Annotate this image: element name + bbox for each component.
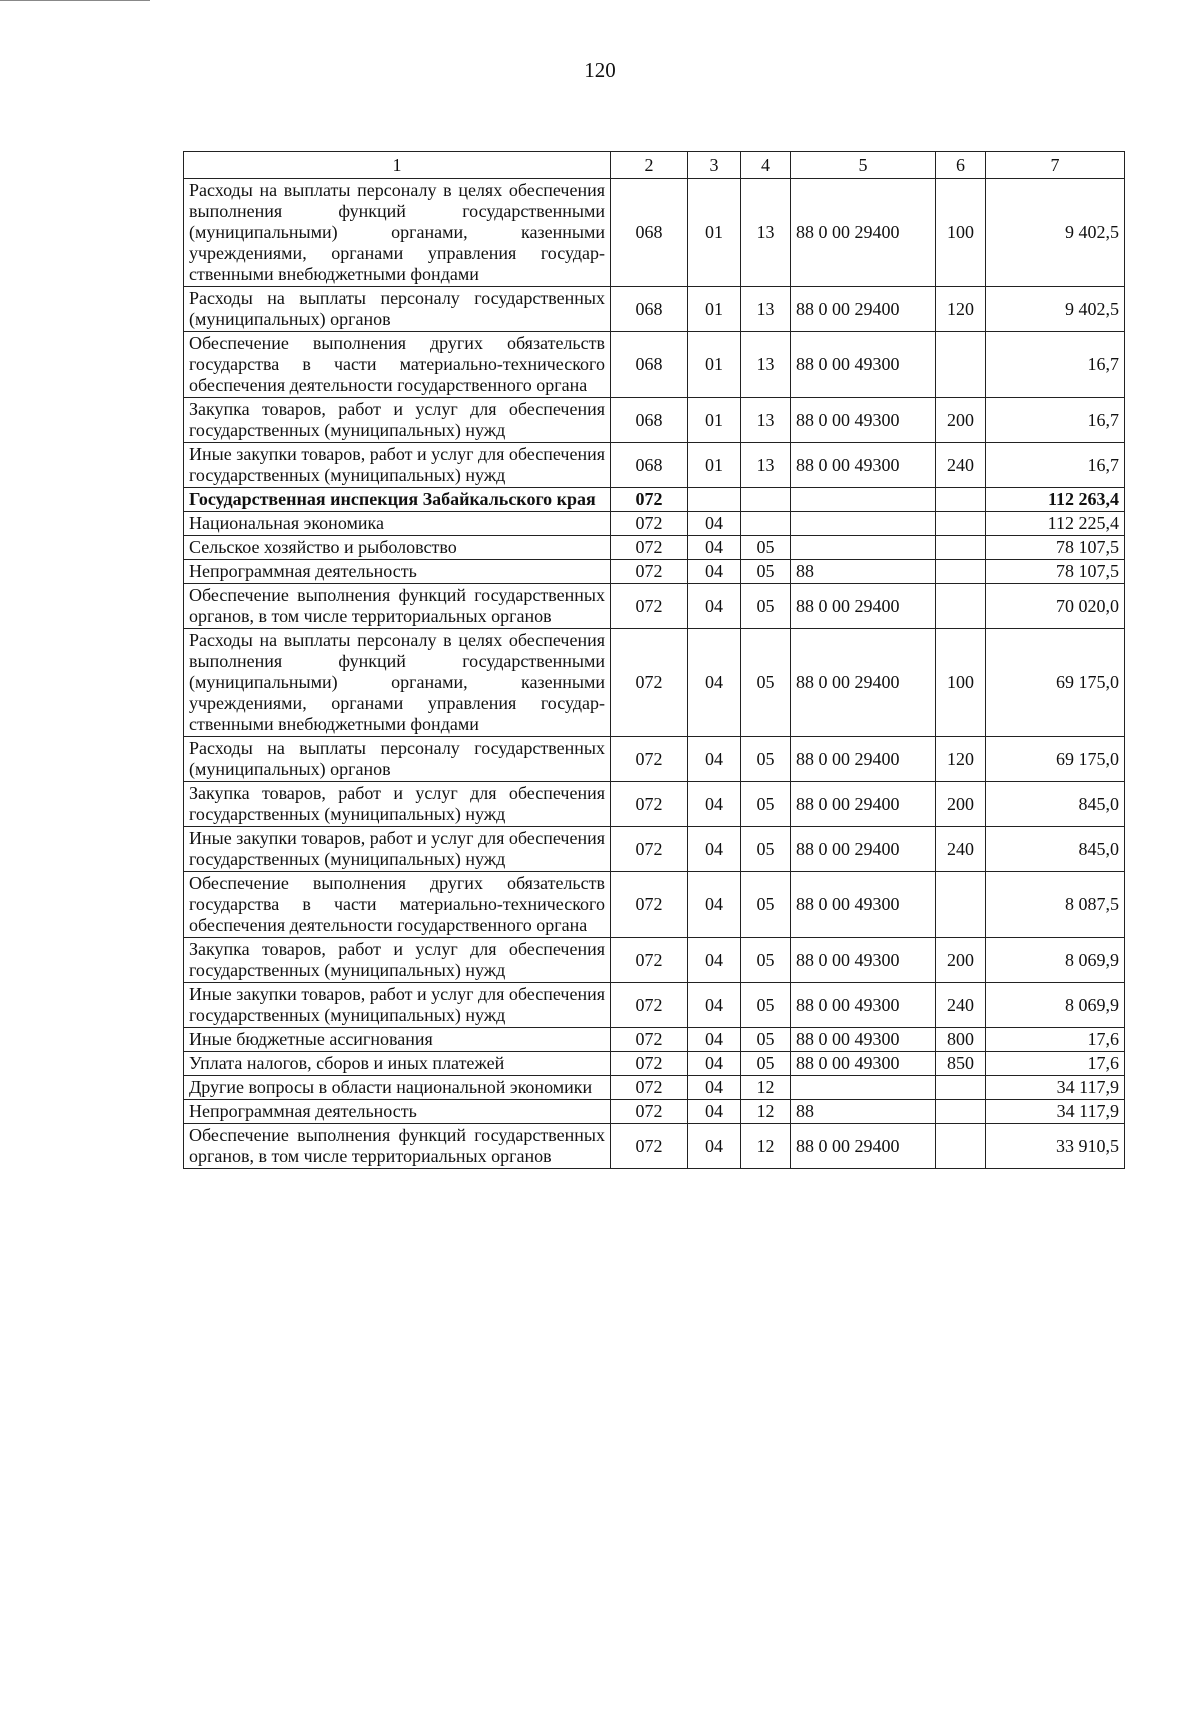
row-name-cell: Обеспечение выполнения других обязательств государства в части материально-технического обеспечения деятельности государственного органа bbox=[184, 332, 611, 398]
budget-table bbox=[183, 151, 1125, 1169]
table-row bbox=[184, 938, 1125, 983]
row-name-cell: Иные закупки товаров, работ и услуг для обеспечения государственных (муниципальных) нужд bbox=[184, 827, 611, 872]
row-rz-cell bbox=[688, 488, 741, 512]
row-rz-cell: 04 bbox=[688, 938, 741, 983]
row-vr-cell: 200 bbox=[936, 398, 986, 443]
row-pr-cell: 05 bbox=[741, 827, 791, 872]
row-sum-cell: 845,0 bbox=[986, 827, 1125, 872]
row-csr-cell: 88 0 00 29400 bbox=[791, 782, 936, 827]
table-row bbox=[184, 1124, 1125, 1169]
table-row bbox=[184, 512, 1125, 536]
row-ved-cell: 072 bbox=[611, 983, 688, 1028]
row-name-cell: Иные закупки товаров, работ и услуг для обеспечения государственных (муниципальных) нужд bbox=[184, 443, 611, 488]
row-vr-cell bbox=[936, 512, 986, 536]
row-name-cell: Закупка товаров, работ и услуг для обеспечения государственных (муниципальных) нужд bbox=[184, 398, 611, 443]
table-row bbox=[184, 872, 1125, 938]
row-rz-cell: 04 bbox=[688, 1124, 741, 1169]
row-sum-cell: 112 225,4 bbox=[986, 512, 1125, 536]
row-pr-cell bbox=[741, 512, 791, 536]
row-rz-cell: 04 bbox=[688, 983, 741, 1028]
row-rz-cell: 04 bbox=[688, 629, 741, 737]
row-csr-cell: 88 0 00 29400 bbox=[791, 737, 936, 782]
row-name-cell: Обеспечение выполнения функций государственных органов, в том числе территориальных органов bbox=[184, 1124, 611, 1169]
row-pr-cell: 12 bbox=[741, 1100, 791, 1124]
row-csr-cell bbox=[791, 512, 936, 536]
row-sum-cell: 78 107,5 bbox=[986, 560, 1125, 584]
table-row bbox=[184, 827, 1125, 872]
header-cell-7: 7 bbox=[986, 152, 1125, 179]
row-csr-cell: 88 0 00 29400 bbox=[791, 179, 936, 287]
row-rz-cell: 04 bbox=[688, 1052, 741, 1076]
header-cell-5: 5 bbox=[791, 152, 936, 179]
row-ved-cell: 072 bbox=[611, 1052, 688, 1076]
row-csr-cell: 88 0 00 49300 bbox=[791, 398, 936, 443]
row-pr-cell: 13 bbox=[741, 179, 791, 287]
row-pr-cell: 05 bbox=[741, 737, 791, 782]
header-row bbox=[184, 152, 1125, 179]
row-name-cell: Закупка товаров, работ и услуг для обеспечения государственных (муниципальных) нужд bbox=[184, 782, 611, 827]
row-vr-cell: 240 bbox=[936, 443, 986, 488]
table-row bbox=[184, 560, 1125, 584]
row-name-cell: Национальная экономика bbox=[184, 512, 611, 536]
row-ved-cell: 068 bbox=[611, 179, 688, 287]
table-body bbox=[184, 179, 1125, 1169]
row-rz-cell: 04 bbox=[688, 1100, 741, 1124]
row-name-cell: Иные бюджетные ассигнования bbox=[184, 1028, 611, 1052]
row-ved-cell: 072 bbox=[611, 1076, 688, 1100]
row-csr-cell: 88 bbox=[791, 560, 936, 584]
row-name-cell: Уплата налогов, сборов и иных платежей bbox=[184, 1052, 611, 1076]
row-csr-cell: 88 0 00 29400 bbox=[791, 827, 936, 872]
row-vr-cell: 200 bbox=[936, 782, 986, 827]
row-sum-cell: 16,7 bbox=[986, 443, 1125, 488]
table-row bbox=[184, 983, 1125, 1028]
row-pr-cell: 05 bbox=[741, 872, 791, 938]
row-ved-cell: 072 bbox=[611, 584, 688, 629]
row-csr-cell: 88 0 00 49300 bbox=[791, 1052, 936, 1076]
row-pr-cell: 05 bbox=[741, 782, 791, 827]
row-ved-cell: 072 bbox=[611, 1124, 688, 1169]
row-vr-cell: 100 bbox=[936, 179, 986, 287]
row-name-cell: Расходы на выплаты персоналу государственных (муниципальных) органов bbox=[184, 737, 611, 782]
row-name-cell: Обеспечение выполнения других обязательств государства в части материально-технического обеспечения деятельности государственного органа bbox=[184, 872, 611, 938]
row-pr-cell: 05 bbox=[741, 584, 791, 629]
table-row bbox=[184, 629, 1125, 737]
row-ved-cell: 072 bbox=[611, 560, 688, 584]
table-row bbox=[184, 287, 1125, 332]
page-number: 120 bbox=[584, 58, 616, 82]
row-pr-cell: 05 bbox=[741, 536, 791, 560]
table-row bbox=[184, 443, 1125, 488]
row-pr-cell: 05 bbox=[741, 629, 791, 737]
row-vr-cell bbox=[936, 1076, 986, 1100]
table-row bbox=[184, 782, 1125, 827]
row-vr-cell bbox=[936, 872, 986, 938]
row-csr-cell bbox=[791, 488, 936, 512]
row-sum-cell: 34 117,9 bbox=[986, 1100, 1125, 1124]
row-rz-cell: 04 bbox=[688, 536, 741, 560]
table-row bbox=[184, 1028, 1125, 1052]
row-name-cell: Закупка товаров, работ и услуг для обеспечения государственных (муниципальных) нужд bbox=[184, 938, 611, 983]
row-csr-cell: 88 0 00 29400 bbox=[791, 287, 936, 332]
row-rz-cell: 01 bbox=[688, 443, 741, 488]
row-ved-cell: 072 bbox=[611, 629, 688, 737]
table-row bbox=[184, 488, 1125, 512]
row-csr-cell bbox=[791, 536, 936, 560]
row-csr-cell: 88 0 00 29400 bbox=[791, 1124, 936, 1169]
row-name-cell: Иные закупки товаров, работ и услуг для обеспечения государственных (муниципальных) нужд bbox=[184, 983, 611, 1028]
row-pr-cell: 05 bbox=[741, 983, 791, 1028]
row-rz-cell: 01 bbox=[688, 179, 741, 287]
row-pr-cell: 13 bbox=[741, 332, 791, 398]
row-name-cell: Расходы на выплаты персоналу в целях обеспечения выполнения функций государственными (муниципальными) органами, казенными учреждениями, органами управления государственными внебюджетными фондами bbox=[184, 629, 611, 737]
row-ved-cell: 072 bbox=[611, 782, 688, 827]
table-row bbox=[184, 1100, 1125, 1124]
row-ved-cell: 072 bbox=[611, 1028, 688, 1052]
row-vr-cell: 240 bbox=[936, 983, 986, 1028]
table-row bbox=[184, 332, 1125, 398]
row-vr-cell: 800 bbox=[936, 1028, 986, 1052]
row-ved-cell: 072 bbox=[611, 938, 688, 983]
table-row bbox=[184, 398, 1125, 443]
header-cell-3: 3 bbox=[688, 152, 741, 179]
row-vr-cell bbox=[936, 332, 986, 398]
row-sum-cell: 17,6 bbox=[986, 1028, 1125, 1052]
scan-artifact-line bbox=[0, 0, 150, 1]
row-vr-cell: 120 bbox=[936, 737, 986, 782]
row-rz-cell: 04 bbox=[688, 560, 741, 584]
row-sum-cell: 8 087,5 bbox=[986, 872, 1125, 938]
row-name-cell: Сельское хозяйство и рыболовство bbox=[184, 536, 611, 560]
table-row bbox=[184, 536, 1125, 560]
row-name-cell: Расходы на выплаты персоналу государственных (муниципальных) органов bbox=[184, 287, 611, 332]
row-sum-cell: 70 020,0 bbox=[986, 584, 1125, 629]
row-csr-cell: 88 0 00 49300 bbox=[791, 938, 936, 983]
table-row bbox=[184, 1052, 1125, 1076]
row-name-cell: Государственная инспекция Забайкальского края bbox=[184, 488, 611, 512]
row-csr-cell: 88 0 00 49300 bbox=[791, 872, 936, 938]
header-cell-2: 2 bbox=[611, 152, 688, 179]
row-ved-cell: 072 bbox=[611, 536, 688, 560]
row-rz-cell: 04 bbox=[688, 1076, 741, 1100]
row-sum-cell: 69 175,0 bbox=[986, 737, 1125, 782]
row-vr-cell bbox=[936, 584, 986, 629]
row-sum-cell: 34 117,9 bbox=[986, 1076, 1125, 1100]
row-csr-cell: 88 0 00 29400 bbox=[791, 629, 936, 737]
row-csr-cell: 88 0 00 49300 bbox=[791, 443, 936, 488]
table-row bbox=[184, 737, 1125, 782]
row-vr-cell: 850 bbox=[936, 1052, 986, 1076]
row-vr-cell: 100 bbox=[936, 629, 986, 737]
row-vr-cell bbox=[936, 1124, 986, 1169]
row-rz-cell: 04 bbox=[688, 782, 741, 827]
row-pr-cell: 05 bbox=[741, 1052, 791, 1076]
row-vr-cell bbox=[936, 1100, 986, 1124]
row-pr-cell: 05 bbox=[741, 560, 791, 584]
row-rz-cell: 01 bbox=[688, 398, 741, 443]
row-ved-cell: 072 bbox=[611, 737, 688, 782]
row-pr-cell: 13 bbox=[741, 443, 791, 488]
row-ved-cell: 068 bbox=[611, 287, 688, 332]
row-sum-cell: 33 910,5 bbox=[986, 1124, 1125, 1169]
row-vr-cell: 240 bbox=[936, 827, 986, 872]
header-cell-6: 6 bbox=[936, 152, 986, 179]
row-sum-cell: 9 402,5 bbox=[986, 179, 1125, 287]
row-ved-cell: 072 bbox=[611, 827, 688, 872]
row-name-cell: Непрограммная деятельность bbox=[184, 560, 611, 584]
row-rz-cell: 04 bbox=[688, 512, 741, 536]
row-sum-cell: 69 175,0 bbox=[986, 629, 1125, 737]
header-cell-4: 4 bbox=[741, 152, 791, 179]
table-row bbox=[184, 1076, 1125, 1100]
row-vr-cell bbox=[936, 488, 986, 512]
row-ved-cell: 068 bbox=[611, 332, 688, 398]
row-csr-cell: 88 0 00 49300 bbox=[791, 1028, 936, 1052]
row-sum-cell: 8 069,9 bbox=[986, 938, 1125, 983]
row-csr-cell bbox=[791, 1076, 936, 1100]
row-pr-cell: 05 bbox=[741, 938, 791, 983]
row-ved-cell: 068 bbox=[611, 443, 688, 488]
row-csr-cell: 88 bbox=[791, 1100, 936, 1124]
row-ved-cell: 072 bbox=[611, 1100, 688, 1124]
row-pr-cell: 12 bbox=[741, 1124, 791, 1169]
row-pr-cell: 13 bbox=[741, 287, 791, 332]
row-vr-cell bbox=[936, 560, 986, 584]
row-vr-cell: 200 bbox=[936, 938, 986, 983]
row-pr-cell: 05 bbox=[741, 1028, 791, 1052]
row-pr-cell: 12 bbox=[741, 1076, 791, 1100]
row-rz-cell: 04 bbox=[688, 827, 741, 872]
row-csr-cell: 88 0 00 49300 bbox=[791, 332, 936, 398]
row-sum-cell: 8 069,9 bbox=[986, 983, 1125, 1028]
header-cell-1: 1 bbox=[184, 152, 611, 179]
row-rz-cell: 04 bbox=[688, 584, 741, 629]
row-csr-cell: 88 0 00 29400 bbox=[791, 584, 936, 629]
table-row bbox=[184, 179, 1125, 287]
row-pr-cell bbox=[741, 488, 791, 512]
table-row bbox=[184, 584, 1125, 629]
row-pr-cell: 13 bbox=[741, 398, 791, 443]
row-ved-cell: 072 bbox=[611, 872, 688, 938]
row-sum-cell: 16,7 bbox=[986, 398, 1125, 443]
row-sum-cell: 112 263,4 bbox=[986, 488, 1125, 512]
row-rz-cell: 04 bbox=[688, 737, 741, 782]
row-sum-cell: 78 107,5 bbox=[986, 536, 1125, 560]
row-sum-cell: 845,0 bbox=[986, 782, 1125, 827]
row-rz-cell: 04 bbox=[688, 872, 741, 938]
row-csr-cell: 88 0 00 49300 bbox=[791, 983, 936, 1028]
row-name-cell: Непрограммная деятельность bbox=[184, 1100, 611, 1124]
row-rz-cell: 01 bbox=[688, 287, 741, 332]
row-sum-cell: 9 402,5 bbox=[986, 287, 1125, 332]
row-sum-cell: 17,6 bbox=[986, 1052, 1125, 1076]
row-name-cell: Расходы на выплаты персоналу в целях обеспечения выполнения функций государственными (муниципальными) органами, казенными учреждениями, органами управления государственными внебюджетными фондами bbox=[184, 179, 611, 287]
row-sum-cell: 16,7 bbox=[986, 332, 1125, 398]
row-name-cell: Обеспечение выполнения функций государственных органов, в том числе территориальных органов bbox=[184, 584, 611, 629]
row-name-cell: Другие вопросы в области национальной экономики bbox=[184, 1076, 611, 1100]
row-ved-cell: 072 bbox=[611, 488, 688, 512]
row-rz-cell: 01 bbox=[688, 332, 741, 398]
row-ved-cell: 072 bbox=[611, 512, 688, 536]
row-ved-cell: 068 bbox=[611, 398, 688, 443]
row-rz-cell: 04 bbox=[688, 1028, 741, 1052]
row-vr-cell bbox=[936, 536, 986, 560]
row-vr-cell: 120 bbox=[936, 287, 986, 332]
